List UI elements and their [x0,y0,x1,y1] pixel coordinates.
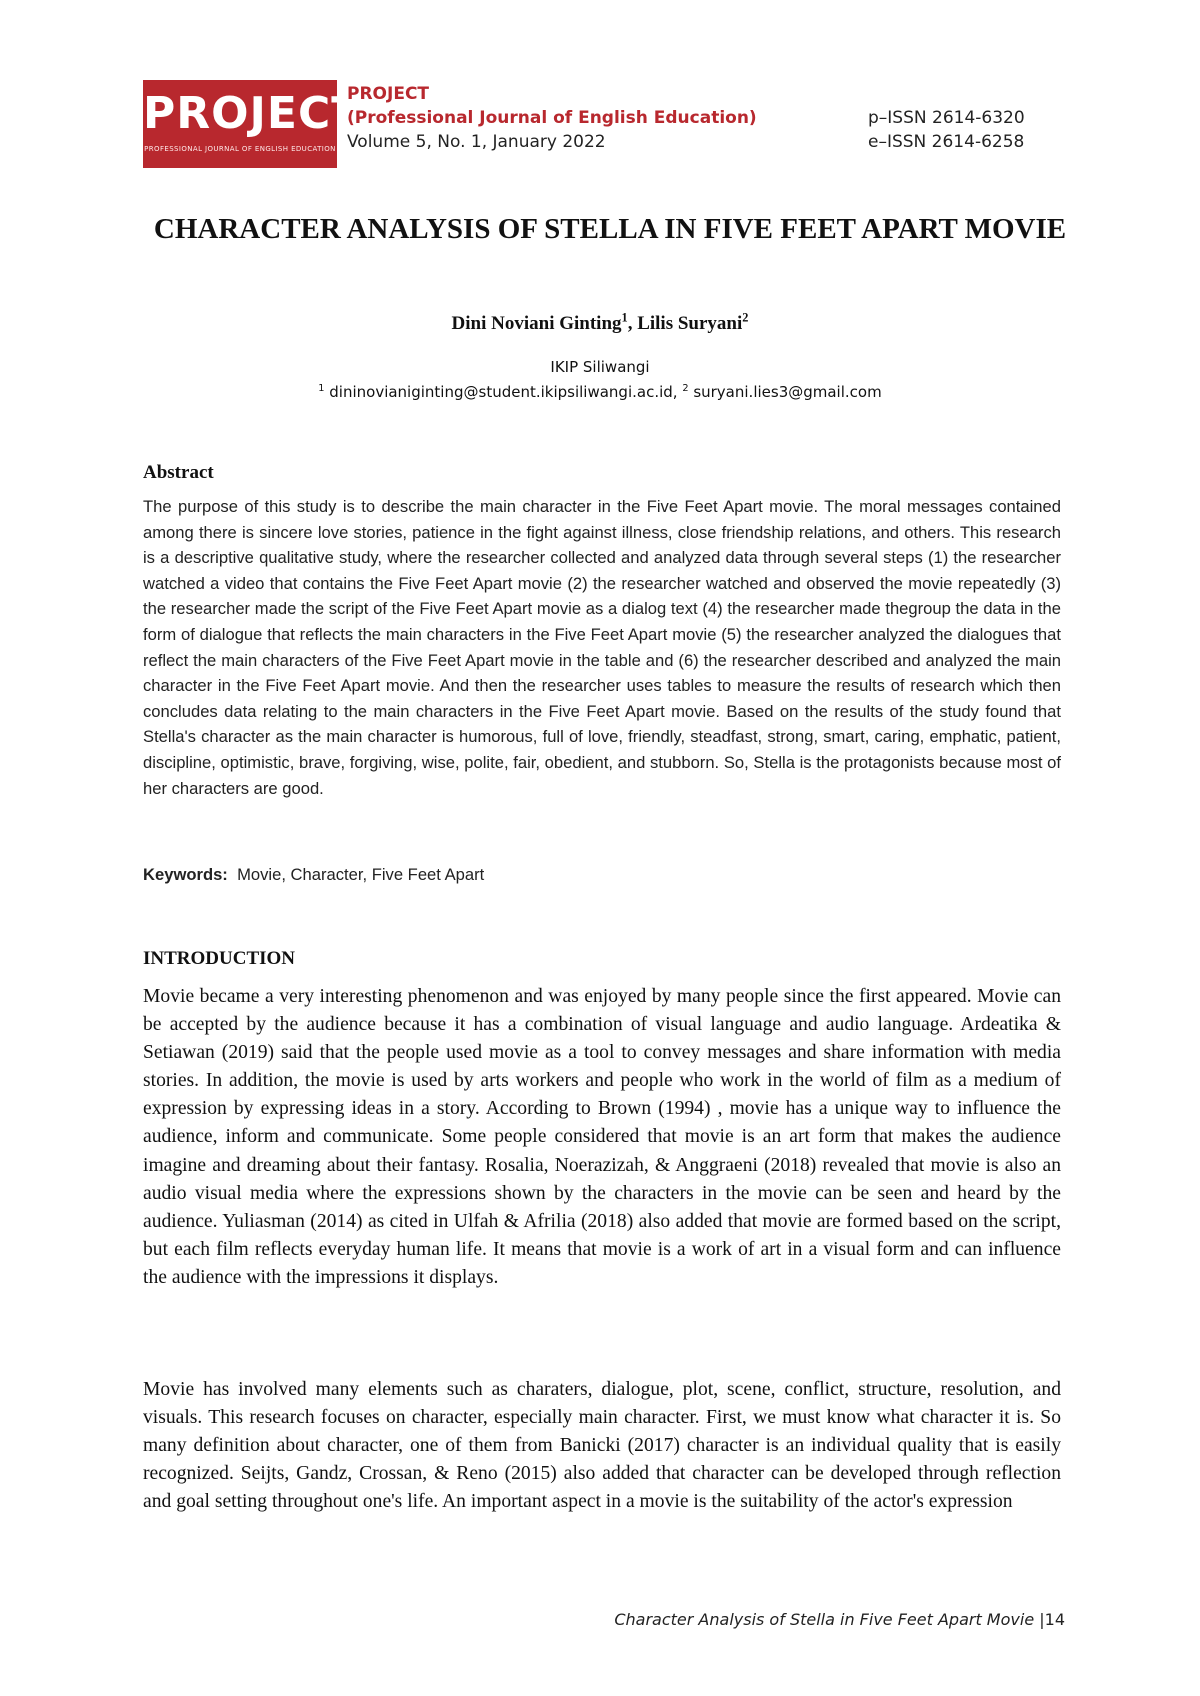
footer-separator: | [1034,1610,1045,1629]
issn-block [868,106,1025,154]
email-1: dininovianiginting@student.ikipsiliwangi.ac.id, [324,383,683,401]
introduction-paragraph-1: Movie became a very interesting phenomenon and was enjoyed by many people since the first appeared. Movie can be accepted by the audience because it has a combination of visual language and audio language. Ardeatika & Setiawan (2019) said that the people used movie as a tool to convey messages and share information with media stories. In addition, the movie is used by arts workers and people who work in the world of film as a medium of expression by expressing ideas in a story. According to Brown (1994) , movie has a unique way to influence the audience, inform and communicate. Some people considered that movie is an art form that makes the audience imagine and dreaming about their fantasy. Rosalia, Noerazizah, & Anggraeni (2018) revealed that movie is also an audio visual media where the expressions shown by the characters in the movie can be seen and heard by the audience. Yuliasman (2014) as cited in Ulfah & Afrilia (2018) also added that movie are formed based on the script, but each film reflects everyday human life. It means that movie is a work of art in a visual form and can influence the audience with the impressions it displays. [143,986,1061,1288]
logo-word: PROJECT [143,88,363,139]
logo-subtext: PROFESSIONAL JOURNAL OF ENGLISH EDUCATION [144,145,336,153]
journal-name: PROJECT [347,84,430,104]
email-2: suryani.lies3@gmail.com [688,383,882,401]
p-issn: p–ISSN 2614-6320 [868,108,1025,128]
affiliation: IKIP Siliwangi [550,358,650,376]
footer-title: Character Analysis of Stella in Five Feet Apart Movie [614,1610,1035,1629]
author-1: Dini Noviani Ginting [451,313,622,334]
keywords-list: Movie, Character, Five Feet Apart [237,865,485,884]
page-number: 14 [1044,1610,1065,1629]
authors [0,310,1200,335]
author-2: Lilis Suryani [637,313,743,334]
journal-logo [143,80,363,168]
author-2-sup: 2 [742,310,749,325]
journal-info [347,82,757,154]
keywords [143,865,484,885]
page-footer [614,1610,1065,1629]
author-1-sup: 1 [621,310,628,325]
email-2-sup: 2 [682,383,689,394]
introduction-paragraph-2: Movie has involved many elements such as charaters, dialogue, plot, scene, conflict, structure, resolution, and visuals. This research focuses on character, especially main character. First, we must know what character it is. So many definition about character, one of them from Banicki (2017) character is an individual quality that is easily recognized. Seijts, Gandz, Crossan, & Reno (2015) also added that character can be developed through reflection and goal setting throughout one's life. An important aspect in a movie is the suitability of the actor's expression [143,1379,1061,1513]
journal-full-name: (Professional Journal of English Education) [347,108,757,128]
abstract-text: The purpose of this study is to describe the main character in the Five Feet Apart movie. The moral messages contained among there is sincere love stories, patience in the fight against illness, close friendship relations, and others. This research is a descriptive qualitative study, where the researcher collected and analyzed data through several steps (1) the researcher watched a video that contains the Five Feet Apart movie (2) the researcher watched and observed the movie repeatedly (3) the researcher made the script of the Five Feet Apart movie as a dialog text (4) the researcher made thegroup the data in the form of dialogue that reflects the main characters in the Five Feet Apart movie (5) the researcher analyzed the dialogues that reflect the main characters of the Five Feet Apart movie in the table and (6) the researcher described and analyzed the main character in the Five Feet Apart movie. And then the researcher uses tables to measure the results of research which then concludes data relating to the main characters in the Five Feet Apart movie. Based on the results of the study found that Stella's character as the main character is humorous, full of love, friendly, steadfast, strong, smart, caring, emphatic, patient, discipline, optimistic, brave, forgiving, wise, polite, fair, obedient, and stubborn. So, Stella is the protagonists because most of her characters are good. [143,497,1061,798]
author-emails [0,383,1200,401]
abstract-heading: Abstract [143,462,214,483]
email-1-sup: 1 [318,383,325,394]
keywords-label: Keywords: [143,865,228,884]
introduction-heading: INTRODUCTION [143,948,296,969]
author-separator: , [627,313,638,334]
article-title: CHARACTER ANALYSIS OF STELLA IN FIVE FEET APART MOVIE [153,213,1067,245]
e-issn: e–ISSN 2614-6258 [868,132,1025,152]
journal-volume: Volume 5, No. 1, January 2022 [347,132,606,152]
